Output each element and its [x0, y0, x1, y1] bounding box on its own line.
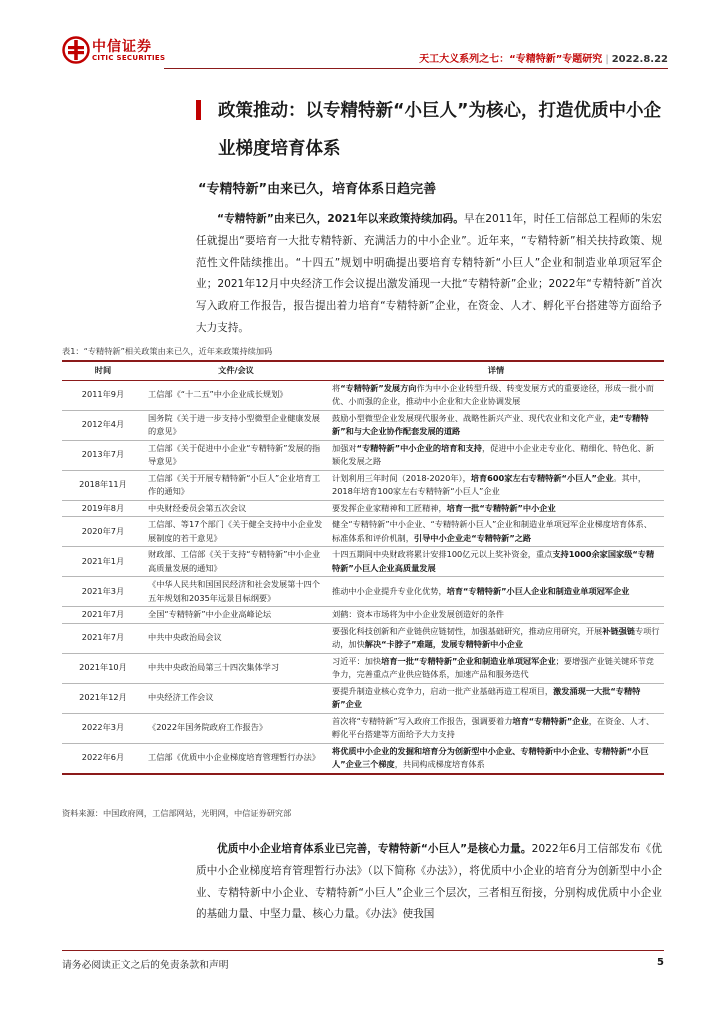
cell-time: 2018年11月: [62, 470, 144, 500]
cell-detail: [328, 713, 664, 743]
logo-text-en: CITIC SECURITIES: [92, 54, 166, 62]
disclaimer-text[interactable]: 请务必阅读正文之后的免责条款和声明: [62, 960, 229, 971]
table-row: [62, 607, 664, 624]
detail-text: 。其中，2018年培育100家左右专精特新“小巨人”企业: [332, 472, 647, 496]
cell-time: 2012年4月: [62, 410, 144, 440]
cell-detail: [328, 683, 664, 713]
logo-text-cn: 中信证券: [92, 39, 152, 55]
detail-text: 习近平：加快: [332, 655, 382, 666]
detail-text: 健全“专精特新”中小企业、“专精特新小巨人”企业和制造业单项冠军企业梯度培育体系、标准体系和评价机制，: [332, 519, 652, 543]
cell-time: 2013年7月: [62, 440, 144, 470]
detail-emphasis: 支持1000余家国家级“专精特新”小巨人企业高质量发展: [332, 549, 655, 573]
table-row: [62, 517, 664, 547]
cell-time: 2019年8月: [62, 500, 144, 517]
table-row: [62, 683, 664, 713]
table-row: [62, 380, 664, 410]
citic-logo[interactable]: [62, 34, 172, 70]
detail-emphasis: 将优质中小企业的发掘和培育分为创新型中小企业、专精特新中小企业、专精特新“小巨人”企业三个梯度: [332, 745, 649, 769]
detail-emphasis: 走“专精特新”和与大企业协作配套发展的道路: [332, 412, 649, 436]
cell-time: 2021年12月: [62, 683, 144, 713]
report-series: 天工大义系列之七：“专精特新”专题研究: [419, 54, 603, 65]
table-row: [62, 440, 664, 470]
cell-detail: [328, 410, 664, 440]
detail-emphasis: 培育“专精特新”企业: [512, 715, 589, 726]
detail-text: ；要增强产业链关键环节竞争力，完善重点产业供应链体系，加速产品和服务迭代: [332, 655, 654, 679]
cell-detail: [328, 440, 664, 470]
cell-document: 国务院《关于进一步支持小型微型企业健康发展的意见》: [144, 410, 328, 440]
detail-text: 要发挥企业家精神和工匠精神，: [332, 502, 447, 513]
cell-time: 2022年6月: [62, 743, 144, 774]
report-date: 2022.8.22: [611, 54, 668, 65]
table-row: [62, 410, 664, 440]
cell-document: 全国“专精特新”中小企业高峰论坛: [144, 607, 328, 624]
cell-document: 中共中央政治局会议: [144, 623, 328, 653]
table-row: [62, 577, 664, 607]
cell-detail: [328, 517, 664, 547]
cell-time: 2020年7月: [62, 517, 144, 547]
detail-emphasis: 培育一批“专精特新”中小企业: [446, 502, 556, 513]
citic-logo-icon: [62, 36, 90, 64]
detail-text: ，共同构成梯度培育体系: [394, 759, 485, 769]
column-header-document: 文件/会议: [144, 361, 328, 380]
table-row: [62, 653, 664, 683]
column-header-time: 时间: [62, 361, 144, 380]
cell-detail: [328, 607, 664, 624]
cell-time: 2021年7月: [62, 607, 144, 624]
detail-emphasis: 解决“卡脖子”难题，发展专精特新中小企业: [364, 639, 523, 649]
table-row: [62, 547, 664, 577]
cell-document: 财政部、工信部《关于支持“专精特新”中小企业高质量发展的通知》: [144, 547, 328, 577]
subsection-title: “专精特新”由来已久，培育体系日趋完善: [198, 182, 437, 197]
cell-document: 中央经济工作会议: [144, 683, 328, 713]
page-header: [62, 34, 668, 74]
cell-detail: [328, 500, 664, 517]
detail-emphasis: 补链强链: [602, 625, 635, 636]
detail-text: 推动中小企业提升专业化优势，: [332, 585, 447, 596]
detail-text: 加强对: [332, 442, 357, 453]
cell-document: 中共中央政治局第三十四次集体学习: [144, 653, 328, 683]
detail-emphasis: 引导中小企业走“专精特新”之路: [413, 532, 532, 543]
detail-text: 刘鹤：资本市场将为中小企业发展创造好的条件: [332, 609, 504, 619]
detail-text: 将: [332, 382, 341, 393]
section-title: [196, 92, 676, 168]
table-caption: 表1：“专精特新”相关政策由来已久，近年来政策持续加码: [62, 346, 273, 356]
footer-divider: [62, 950, 664, 951]
header-divider: [164, 68, 668, 69]
detail-emphasis: “专精特新”中小企业的培育和支持: [356, 442, 482, 453]
paragraph-policy-history: [196, 209, 662, 340]
detail-text: 专项行动，加快: [332, 625, 660, 649]
cell-detail: [328, 743, 664, 774]
detail-emphasis: 培育600家左右专精特新“小巨人”企业: [470, 472, 614, 483]
cell-document: 《2022年国务院政府工作报告》: [144, 713, 328, 743]
paragraph-lead: “专精特新”由来已久，2021年以来政策持续加码。: [217, 213, 464, 225]
table-header-row: [62, 361, 664, 380]
table-source: 资料来源：中国政府网，工信部网站，光明网，中信证券研究部: [62, 808, 292, 818]
section-title-text: 政策推动：以专精特新“小巨人”为核心，打造优质中小企业梯度培育体系: [218, 101, 662, 159]
cell-document: 工信部《“十二五”中小企业成长规划》: [144, 380, 328, 410]
cell-document: 《中华人民共和国国民经济和社会发展第十四个五年规划和2035年远景目标纲要》: [144, 577, 328, 607]
cell-document: 工信部《关于开展专精特新“小巨人”企业培育工作的通知》: [144, 470, 328, 500]
cell-document: 中央财经委员会第五次会议: [144, 500, 328, 517]
detail-emphasis: 培育一批“专精特新”企业和制造业单项冠军企业: [381, 655, 556, 666]
table-row: [62, 713, 664, 743]
column-header-detail: 详情: [328, 361, 664, 380]
cell-document: 工信部《优质中小企业梯度培育管理暂行办法》: [144, 743, 328, 774]
cell-detail: [328, 577, 664, 607]
paragraph-body: 早在2011年，时任工信部总工程师的朱宏任就提出“要培育一大批专精特新、充满活力的中小企业”。近年来，“专精特新”相关扶持政策、规范性文件陆续推出。“十四五”规划中明确提出要培育专精特新“小巨人”企业和制造业单项冠军企业；2021年12月中央经济工作会议提出激发涌现一大批“专精特新”企业；2022年“专精特新”首次写入政府工作报告，报告提出着力培育“专精特新”企业，在资金、人才、孵化平台搭建等方面给予大力支持。: [196, 213, 662, 334]
cell-time: 2021年7月: [62, 623, 144, 653]
page-number: 5: [657, 957, 664, 968]
detail-text: 作为中小企业转型升级、转变发展方式的重要途径，形成一批小而优、小而强的企业，推动中小企业和大企业协调发展: [332, 382, 654, 406]
table-row: [62, 623, 664, 653]
detail-text: 首次将“专精特新”写入政府工作报告，强调要着力: [332, 715, 513, 726]
paragraph-lead: 优质中小企业培育体系业已完善，专精特新“小巨人”是核心力量。: [217, 843, 532, 855]
paragraph-body: 2022年6月工信部发布《优质中小企业梯度培育管理暂行办法》（以下简称《办法》），将优质中小企业的培育分为创新型中小企业、专精特新中小企业、专精特新“小巨人”企业三个层次，三者相互衔接，分别构成优质中小企业的基础力量、中坚力量、核心力量。《办法》使我国: [196, 843, 662, 921]
table-row: [62, 470, 664, 500]
detail-emphasis: 培育“专精特新”小巨人企业和制造业单项冠军企业: [446, 585, 630, 596]
detail-text: 计划利用三年时间（2018-2020年），: [332, 472, 471, 483]
header-separator: |: [605, 54, 609, 65]
header-series-info: [419, 50, 668, 65]
cell-document: 工信部、等17个部门《关于健全支持中小企业发展制度的若干意见》: [144, 517, 328, 547]
cell-detail: [328, 623, 664, 653]
detail-emphasis: “专精特新”发展方向: [340, 382, 417, 393]
cell-document: 工信部《关于促进中小企业“专精特新”发展的指导意见》: [144, 440, 328, 470]
detail-text: 十四五期间中央财政将累计安排100亿元以上奖补资金，重点: [332, 549, 553, 559]
table-row: [62, 743, 664, 774]
cell-detail: [328, 547, 664, 577]
cell-detail: [328, 653, 664, 683]
detail-text: ，促进中小企业走专业化、精细化、特色化、新颖化发展之路: [332, 442, 654, 466]
cell-time: 2011年9月: [62, 380, 144, 410]
cell-time: 2021年3月: [62, 577, 144, 607]
detail-text: ，在资金、人才、孵化平台搭建等方面给予大力支持: [332, 715, 655, 739]
policy-table: [62, 360, 664, 775]
paragraph-cultivation-system: [196, 839, 662, 926]
detail-emphasis: 激发涌现一大批“专精特新”企业: [332, 685, 641, 709]
cell-detail: [328, 380, 664, 410]
detail-text: 要强化科技创新和产业链供应链韧性，加强基础研究，推动应用研究，开展: [332, 625, 603, 636]
cell-time: 2022年3月: [62, 713, 144, 743]
detail-text: 要提升制造业核心竞争力，启动一批产业基础再造工程项目，: [332, 685, 554, 696]
cell-time: 2021年10月: [62, 653, 144, 683]
cell-time: 2021年1月: [62, 547, 144, 577]
detail-text: 鼓励小型微型企业发展现代服务业、战略性新兴产业、现代农业和文化产业，: [332, 412, 611, 423]
cell-detail: [328, 470, 664, 500]
table-row: [62, 500, 664, 517]
